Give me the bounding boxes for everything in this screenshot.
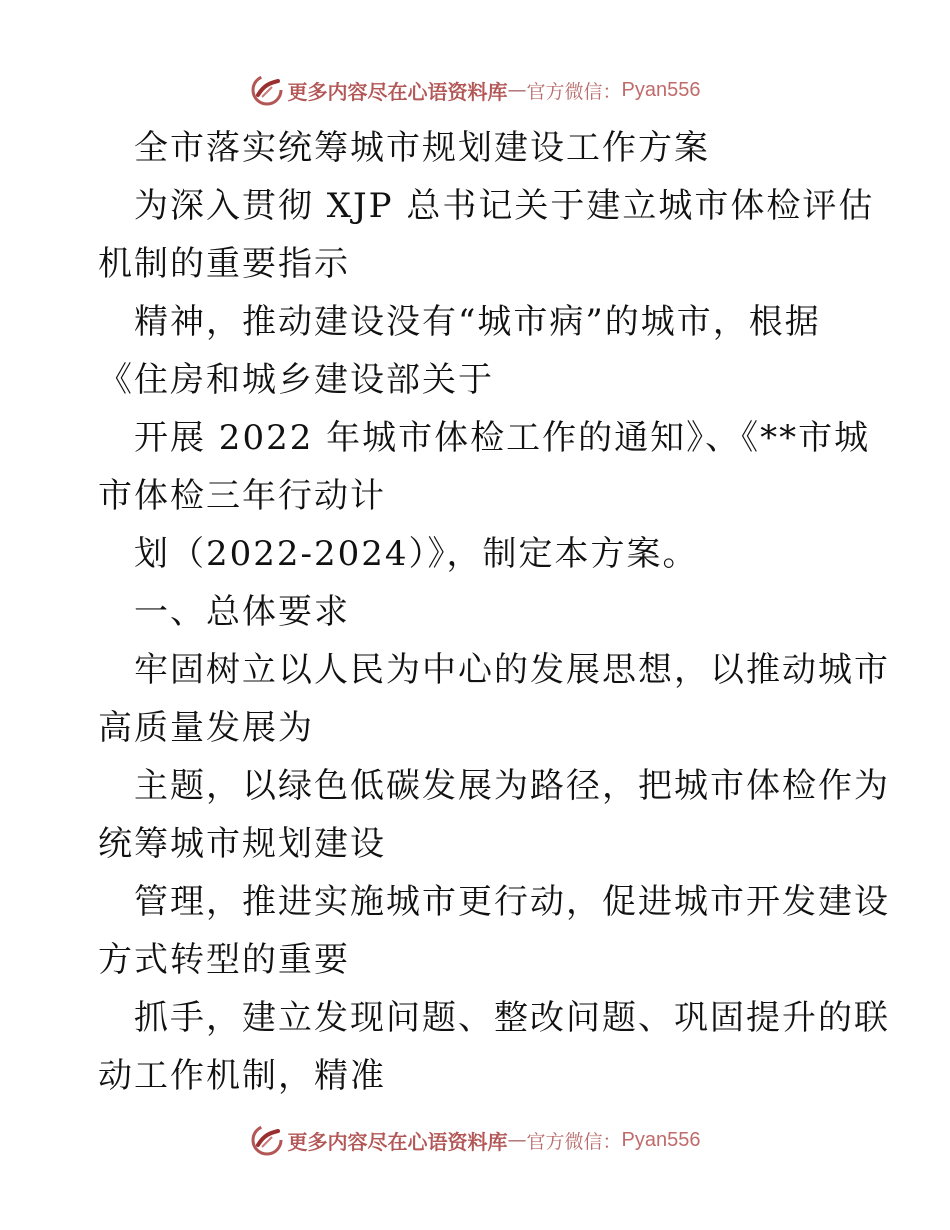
paragraph-line: 为深入贯彻 XJP 总书记关于建立城市体检评估: [134, 186, 875, 226]
paragraph-line: 机制的重要指示: [98, 244, 350, 284]
brush-stroke-logo-icon: [250, 73, 284, 107]
paragraph-line: 动工作机制，精准: [98, 1056, 386, 1096]
paragraph-line: 市体检三年行动计: [98, 476, 386, 516]
paragraph-line: 抓手，建立发现问题、整改问题、巩固提升的联: [134, 998, 890, 1038]
watermark-separator: —: [507, 1129, 527, 1151]
header-watermark: [0, 70, 950, 110]
section-heading: 一、总体要求: [134, 592, 350, 632]
watermark-wechat-label: 官方微信：: [526, 80, 622, 103]
paragraph-line: 精神，推动建设没有“城市病”的城市，根据: [134, 302, 821, 342]
watermark-wechat-id: Pyan556: [621, 78, 701, 101]
watermark-label: 更多内容尽在心语资料库: [287, 79, 508, 104]
paragraph-line: 《住房和城乡建设部关于: [98, 360, 494, 400]
paragraph-line: 方式转型的重要: [98, 940, 350, 980]
paragraph-line: 牢固树立以人民为中心的发展思想，以推动城市: [134, 650, 890, 690]
brush-stroke-logo-icon: [250, 1123, 284, 1157]
watermark-wechat-label: 官方微信：: [526, 1130, 622, 1153]
watermark-separator: —: [507, 79, 527, 101]
footer-watermark: [0, 1120, 950, 1160]
paragraph-line: 开展 2022 年城市体检工作的通知》、《**市城: [134, 418, 871, 458]
document-title: 全市落实统筹城市规划建设工作方案: [134, 128, 710, 168]
watermark-label: 更多内容尽在心语资料库: [287, 1129, 508, 1154]
paragraph-line: 管理，推进实施城市更行动，促进城市开发建设: [134, 882, 890, 922]
paragraph-line: 高质量发展为: [98, 708, 314, 748]
paragraph-line: 统筹城市规划建设: [98, 824, 386, 864]
watermark-wechat-id: Pyan556: [621, 1128, 701, 1151]
paragraph-line: 主题，以绿色低碳发展为路径，把城市体检作为: [134, 766, 890, 806]
paragraph-line: 划（2022-2024）》，制定本方案。: [134, 534, 699, 574]
